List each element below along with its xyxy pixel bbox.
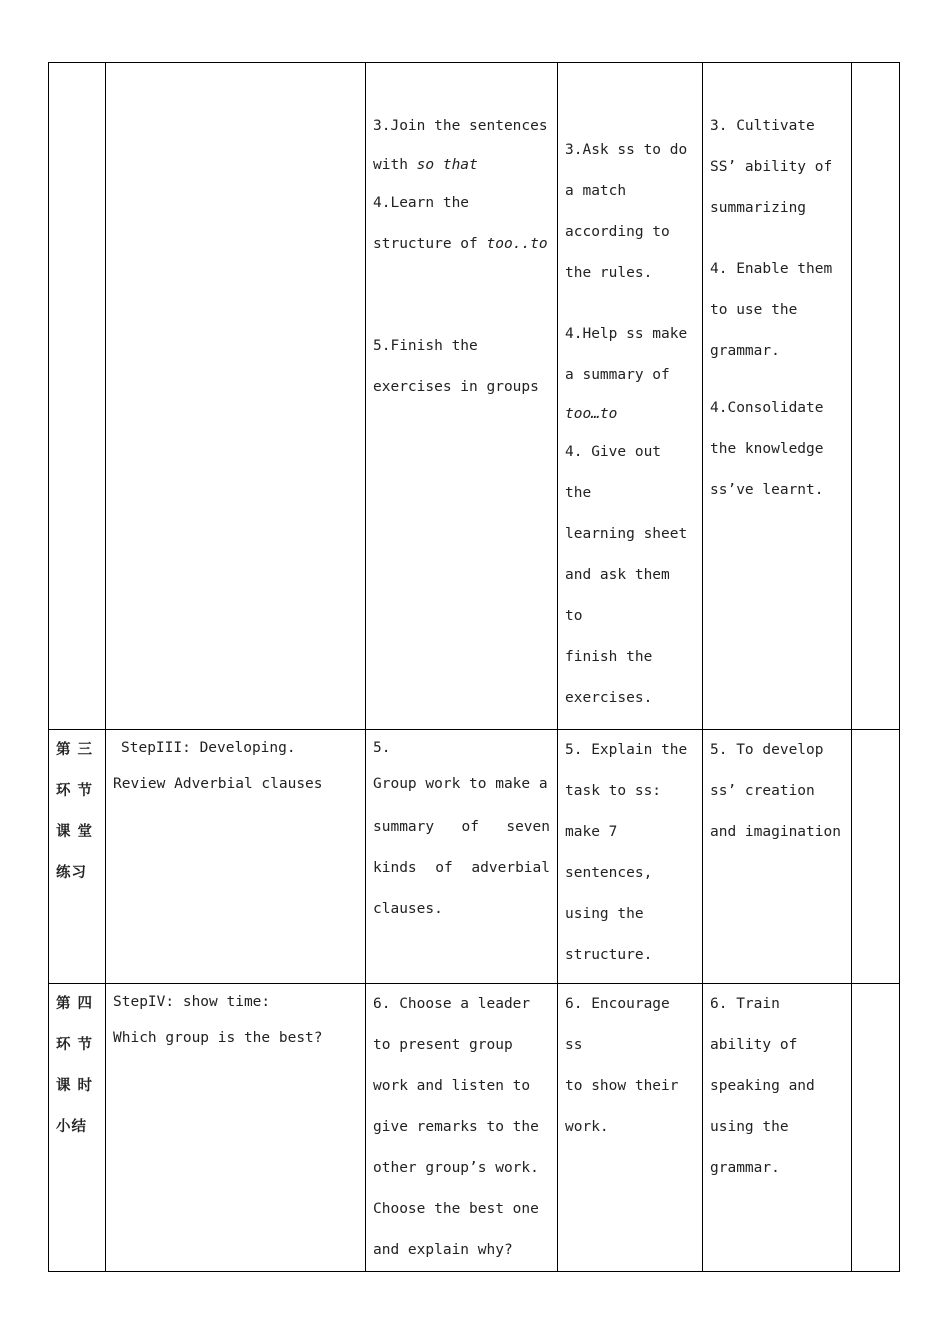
stage-label: 环 节 [56,783,94,799]
purpose-cell [703,984,852,1272]
notes-cell [852,730,900,984]
content-cell [106,63,366,730]
text-line: make 7 [565,824,618,840]
text-span: with [373,157,417,173]
stage-label: 课 时 [56,1078,94,1094]
text-line: 5. [373,740,391,756]
text-line: 4.Help ss make [565,326,688,342]
text-line: 5. To develop [710,742,824,758]
purpose-cell [703,63,852,730]
stage-label: 课 堂 [56,824,94,840]
text-line: 5. Explain the [565,742,688,758]
text-line: and ask them to [565,567,670,624]
stage-label: 练习 [56,865,87,881]
text-line [565,396,695,432]
text-line: 3.Ask ss to do [565,142,688,158]
stage-cell [49,63,106,730]
text-line: to show their [565,1078,679,1094]
text-line: kinds of adverbial [373,860,550,876]
text-line: 6. Encourage ss [565,996,670,1053]
text-line: finish the [565,649,653,665]
step-title: StepIV: show time: [113,994,271,1010]
text-line: using the [710,1119,789,1135]
text-line: task to ss: [565,783,662,799]
purpose-cell [703,730,852,984]
text-line: ss’ creation [710,783,815,799]
italic-term: too..to [486,236,548,252]
teacher-activity-cell [558,984,703,1272]
text-line: Group work to make a [373,776,548,792]
text-line: 6. Train [710,996,780,1012]
text-line: speaking and [710,1078,815,1094]
text-line: SS’ ability of [710,159,833,175]
text-line: exercises. [565,690,653,706]
italic-term: too…to [565,406,618,422]
text-line: 4. Give out the [565,444,662,501]
stage-cell [49,984,106,1272]
text-line: Review Adverbial clauses [113,776,323,792]
table-row-step2-continued [49,63,900,730]
stage-label: 环 节 [56,1037,94,1053]
text-line: to present group [373,1037,513,1053]
text-line: and imagination [710,824,841,840]
text-line: 6. Choose a leader [373,996,531,1012]
student-activity-cell [366,984,558,1272]
content-cell [106,730,366,984]
text-line [373,224,550,265]
italic-term: so that [416,157,478,173]
text-line: 3. Cultivate [710,118,815,134]
text-line: clauses. [373,901,443,917]
student-activity-cell [366,63,558,730]
text-line: a summary of [565,367,670,383]
text-line: grammar. [710,1160,780,1176]
text-line: a match [565,183,627,199]
text-line: ability of [710,1037,798,1053]
text-line: exercises in groups [373,379,539,395]
content-cell [106,984,366,1272]
text-line: Which group is the best? [113,1030,323,1046]
text-line: 4. Enable them [710,261,833,277]
text-line: the rules. [565,265,653,281]
text-line: the knowledge [710,441,824,457]
text-line [373,147,550,183]
text-line: summary of seven [373,819,550,835]
stage-label: 第 三 [56,742,94,758]
notes-cell [852,63,900,730]
text-span: structure of [373,236,487,252]
notes-cell [852,984,900,1272]
text-line: ss’ve learnt. [710,482,824,498]
student-activity-cell [366,730,558,984]
text-line: sentences, [565,865,653,881]
stage-label: 第 四 [56,996,94,1012]
table-row-step3 [49,730,900,984]
text-line: to use the [710,302,798,318]
text-line: according to [565,224,670,240]
text-line: work and listen to [373,1078,531,1094]
step-title: StepIII: Developing. [121,740,296,756]
teacher-activity-cell [558,730,703,984]
lesson-plan-table [48,62,900,1272]
text-line: summarizing [710,200,807,216]
text-line: and explain why? [373,1242,513,1258]
text-line: 5.Finish the [373,338,478,354]
text-line: grammar. [710,343,780,359]
text-line: structure. [565,947,653,963]
teacher-activity-cell [558,63,703,730]
text-line: work. [565,1119,609,1135]
text-line: other group’s work. [373,1160,539,1176]
stage-label: 小结 [56,1119,87,1135]
text-line: 4.Learn the [373,195,470,211]
text-line: using the [565,906,644,922]
text-line: give remarks to the [373,1119,539,1135]
text-line: Choose the best one [373,1201,539,1217]
text-line: 4.Consolidate [710,400,824,416]
text-line: learning sheet [565,526,688,542]
table-row-step4 [49,984,900,1272]
text-line: 3.Join the sentences [373,118,548,134]
stage-cell [49,730,106,984]
